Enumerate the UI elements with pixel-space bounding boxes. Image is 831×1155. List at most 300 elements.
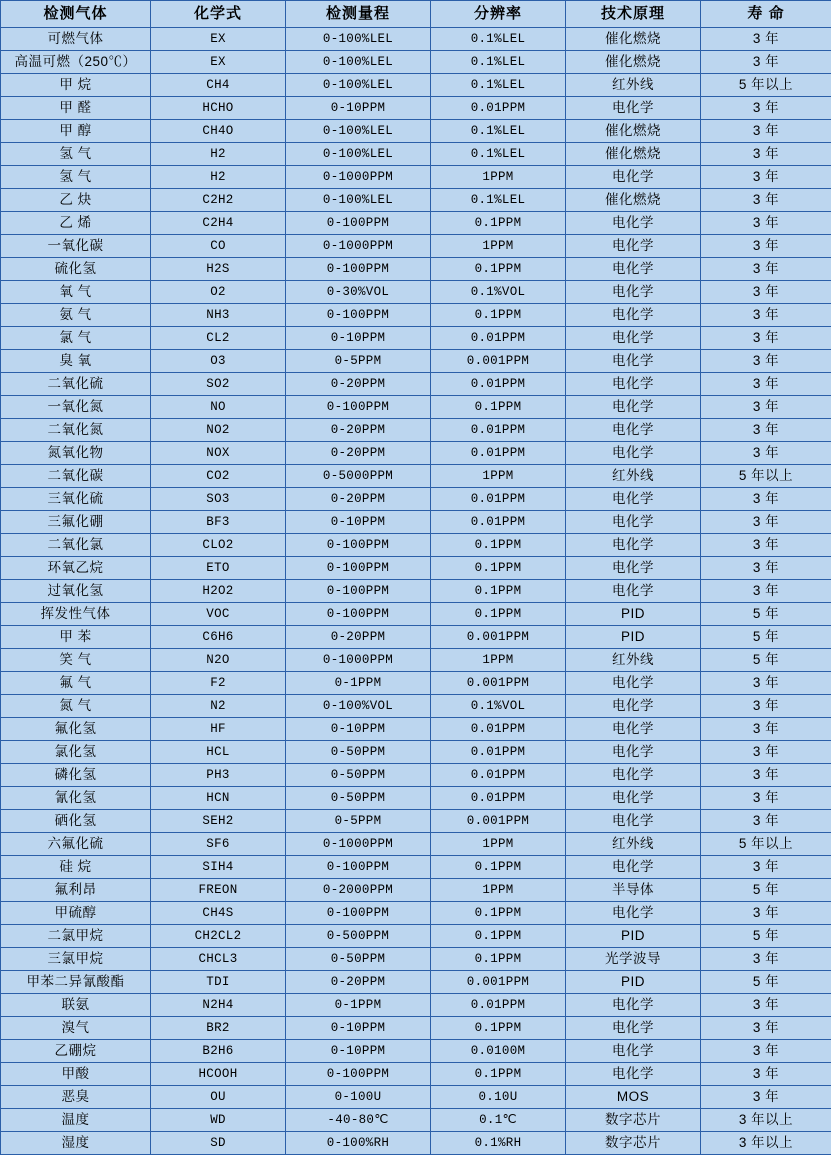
cell-gas-name: 过氧化氢 xyxy=(1,580,151,603)
cell-technical-principle: 电化学 xyxy=(566,373,701,396)
cell-lifetime: 5 年 xyxy=(701,925,831,948)
cell-detection-range: 0-100PPM xyxy=(286,534,431,557)
cell-detection-range: 0-10PPM xyxy=(286,1017,431,1040)
cell-lifetime: 3 年 xyxy=(701,281,831,304)
cell-lifetime: 3 年 xyxy=(701,442,831,465)
cell-lifetime: 3 年 xyxy=(701,672,831,695)
cell-gas-name: 挥发性气体 xyxy=(1,603,151,626)
cell-chemical-formula: HCN xyxy=(151,787,286,810)
cell-chemical-formula: HCOOH xyxy=(151,1063,286,1086)
cell-detection-range: 0-50PPM xyxy=(286,787,431,810)
cell-technical-principle: 电化学 xyxy=(566,764,701,787)
cell-technical-principle: PID xyxy=(566,603,701,626)
cell-gas-name: 温度 xyxy=(1,1109,151,1132)
table-row xyxy=(1,626,831,649)
cell-resolution: 0.01PPM xyxy=(431,718,566,741)
cell-technical-principle: MOS xyxy=(566,1086,701,1109)
cell-gas-name: 氮氧化物 xyxy=(1,442,151,465)
cell-resolution: 0.01PPM xyxy=(431,327,566,350)
table-row xyxy=(1,925,831,948)
cell-detection-range: 0-10PPM xyxy=(286,718,431,741)
table-row xyxy=(1,258,831,281)
cell-lifetime: 3 年 xyxy=(701,51,831,74)
table-row xyxy=(1,1063,831,1086)
cell-technical-principle: 半导体 xyxy=(566,879,701,902)
table-row xyxy=(1,557,831,580)
cell-detection-range: 0-20PPM xyxy=(286,626,431,649)
cell-detection-range: 0-50PPM xyxy=(286,764,431,787)
cell-lifetime: 3 年 xyxy=(701,902,831,925)
cell-chemical-formula: OU xyxy=(151,1086,286,1109)
cell-detection-range: 0-20PPM xyxy=(286,971,431,994)
cell-technical-principle: 催化燃烧 xyxy=(566,28,701,51)
cell-resolution: 0.1PPM xyxy=(431,212,566,235)
cell-technical-principle: 数字芯片 xyxy=(566,1109,701,1132)
cell-technical-principle: 电化学 xyxy=(566,718,701,741)
cell-gas-name: 溴气 xyxy=(1,1017,151,1040)
cell-technical-principle: 电化学 xyxy=(566,97,701,120)
cell-resolution: 0.1%LEL xyxy=(431,143,566,166)
cell-resolution: 0.01PPM xyxy=(431,442,566,465)
cell-gas-name: 三氧化硫 xyxy=(1,488,151,511)
cell-lifetime: 3 年 xyxy=(701,856,831,879)
cell-lifetime: 3 年以上 xyxy=(701,1109,831,1132)
column-header-formula: 化学式 xyxy=(151,1,286,28)
cell-technical-principle: 催化燃烧 xyxy=(566,189,701,212)
table-row xyxy=(1,327,831,350)
cell-technical-principle: PID xyxy=(566,626,701,649)
cell-chemical-formula: SD xyxy=(151,1132,286,1155)
cell-lifetime: 3 年 xyxy=(701,810,831,833)
cell-chemical-formula: EX xyxy=(151,28,286,51)
cell-resolution: 0.1%VOL xyxy=(431,281,566,304)
cell-lifetime: 5 年以上 xyxy=(701,833,831,856)
cell-technical-principle: 电化学 xyxy=(566,488,701,511)
cell-technical-principle: 红外线 xyxy=(566,465,701,488)
table-row xyxy=(1,1086,831,1109)
cell-technical-principle: PID xyxy=(566,971,701,994)
cell-detection-range: 0-100PPM xyxy=(286,557,431,580)
cell-lifetime: 3 年 xyxy=(701,166,831,189)
table-row xyxy=(1,902,831,925)
table-row xyxy=(1,810,831,833)
cell-technical-principle: 电化学 xyxy=(566,534,701,557)
cell-gas-name: 乙 炔 xyxy=(1,189,151,212)
cell-detection-range: 0-500PPM xyxy=(286,925,431,948)
cell-detection-range: 0-100U xyxy=(286,1086,431,1109)
table-row xyxy=(1,51,831,74)
table-row xyxy=(1,649,831,672)
cell-lifetime: 3 年 xyxy=(701,327,831,350)
cell-detection-range: 0-100PPM xyxy=(286,1063,431,1086)
cell-gas-name: 笑 气 xyxy=(1,649,151,672)
cell-lifetime: 5 年以上 xyxy=(701,74,831,97)
cell-chemical-formula: NOX xyxy=(151,442,286,465)
cell-resolution: 0.10U xyxy=(431,1086,566,1109)
cell-technical-principle: 电化学 xyxy=(566,557,701,580)
table-row xyxy=(1,833,831,856)
table-row xyxy=(1,74,831,97)
cell-resolution: 0.1%VOL xyxy=(431,695,566,718)
table-row xyxy=(1,879,831,902)
cell-detection-range: 0-5PPM xyxy=(286,350,431,373)
table-row xyxy=(1,350,831,373)
cell-detection-range: 0-20PPM xyxy=(286,488,431,511)
cell-resolution: 0.01PPM xyxy=(431,994,566,1017)
cell-technical-principle: 电化学 xyxy=(566,1017,701,1040)
cell-chemical-formula: C2H4 xyxy=(151,212,286,235)
cell-resolution: 0.01PPM xyxy=(431,419,566,442)
cell-chemical-formula: N2 xyxy=(151,695,286,718)
cell-resolution: 0.01PPM xyxy=(431,764,566,787)
table-row xyxy=(1,787,831,810)
cell-lifetime: 3 年 xyxy=(701,557,831,580)
cell-technical-principle: 电化学 xyxy=(566,902,701,925)
cell-resolution: 0.1PPM xyxy=(431,603,566,626)
cell-resolution: 0.1PPM xyxy=(431,580,566,603)
cell-detection-range: 0-100PPM xyxy=(286,258,431,281)
cell-technical-principle: 电化学 xyxy=(566,511,701,534)
cell-technical-principle: 电化学 xyxy=(566,350,701,373)
cell-detection-range: 0-1PPM xyxy=(286,672,431,695)
cell-lifetime: 3 年 xyxy=(701,189,831,212)
table-row xyxy=(1,511,831,534)
table-row xyxy=(1,534,831,557)
cell-gas-name: 三氟化硼 xyxy=(1,511,151,534)
table-row xyxy=(1,465,831,488)
cell-chemical-formula: PH3 xyxy=(151,764,286,787)
table-row xyxy=(1,488,831,511)
cell-chemical-formula: NO2 xyxy=(151,419,286,442)
cell-chemical-formula: FREON xyxy=(151,879,286,902)
cell-gas-name: 二氯甲烷 xyxy=(1,925,151,948)
cell-gas-name: 一氧化碳 xyxy=(1,235,151,258)
cell-chemical-formula: HF xyxy=(151,718,286,741)
cell-lifetime: 3 年 xyxy=(701,718,831,741)
cell-resolution: 0.1%LEL xyxy=(431,74,566,97)
cell-chemical-formula: CH4O xyxy=(151,120,286,143)
table-row xyxy=(1,212,831,235)
cell-lifetime: 3 年以上 xyxy=(701,1132,831,1155)
cell-gas-name: 二氧化氮 xyxy=(1,419,151,442)
cell-resolution: 1PPM xyxy=(431,649,566,672)
cell-technical-principle: 电化学 xyxy=(566,212,701,235)
cell-chemical-formula: CL2 xyxy=(151,327,286,350)
cell-chemical-formula: N2H4 xyxy=(151,994,286,1017)
table-row xyxy=(1,1132,831,1155)
cell-technical-principle: 电化学 xyxy=(566,304,701,327)
cell-lifetime: 3 年 xyxy=(701,143,831,166)
cell-gas-name: 氯化氢 xyxy=(1,741,151,764)
cell-chemical-formula: HCL xyxy=(151,741,286,764)
cell-chemical-formula: CHCL3 xyxy=(151,948,286,971)
table-row xyxy=(1,396,831,419)
cell-chemical-formula: SIH4 xyxy=(151,856,286,879)
cell-resolution: 0.01PPM xyxy=(431,787,566,810)
cell-resolution: 0.1PPM xyxy=(431,1017,566,1040)
cell-resolution: 0.001PPM xyxy=(431,626,566,649)
cell-technical-principle: 电化学 xyxy=(566,442,701,465)
cell-detection-range: 0-20PPM xyxy=(286,373,431,396)
cell-gas-name: 磷化氢 xyxy=(1,764,151,787)
cell-technical-principle: 红外线 xyxy=(566,74,701,97)
cell-technical-principle: 电化学 xyxy=(566,787,701,810)
table-row xyxy=(1,672,831,695)
cell-detection-range: 0-100PPM xyxy=(286,580,431,603)
cell-resolution: 0.1PPM xyxy=(431,925,566,948)
cell-technical-principle: 电化学 xyxy=(566,580,701,603)
cell-lifetime: 3 年 xyxy=(701,1063,831,1086)
cell-lifetime: 3 年 xyxy=(701,120,831,143)
table-row xyxy=(1,764,831,787)
cell-detection-range: 0-10PPM xyxy=(286,97,431,120)
table-row xyxy=(1,166,831,189)
cell-gas-name: 氮 气 xyxy=(1,695,151,718)
cell-resolution: 0.1%LEL xyxy=(431,28,566,51)
cell-resolution: 0.0100M xyxy=(431,1040,566,1063)
cell-gas-name: 湿度 xyxy=(1,1132,151,1155)
cell-technical-principle: 电化学 xyxy=(566,396,701,419)
cell-detection-range: 0-100%LEL xyxy=(286,189,431,212)
cell-detection-range: 0-20PPM xyxy=(286,442,431,465)
cell-technical-principle: 催化燃烧 xyxy=(566,51,701,74)
cell-resolution: 1PPM xyxy=(431,879,566,902)
cell-gas-name: 三氯甲烷 xyxy=(1,948,151,971)
cell-technical-principle: 红外线 xyxy=(566,649,701,672)
cell-chemical-formula: CO xyxy=(151,235,286,258)
cell-gas-name: 氟利昂 xyxy=(1,879,151,902)
table-row xyxy=(1,1040,831,1063)
column-header-gas: 检测气体 xyxy=(1,1,151,28)
cell-resolution: 0.1PPM xyxy=(431,902,566,925)
cell-resolution: 1PPM xyxy=(431,833,566,856)
cell-detection-range: 0-100PPM xyxy=(286,902,431,925)
cell-chemical-formula: C6H6 xyxy=(151,626,286,649)
cell-technical-principle: 电化学 xyxy=(566,672,701,695)
cell-technical-principle: 电化学 xyxy=(566,1040,701,1063)
cell-chemical-formula: CH4S xyxy=(151,902,286,925)
cell-chemical-formula: O3 xyxy=(151,350,286,373)
table-row xyxy=(1,580,831,603)
cell-detection-range: 0-1000PPM xyxy=(286,649,431,672)
table-header-row xyxy=(1,1,831,28)
cell-technical-principle: 催化燃烧 xyxy=(566,120,701,143)
cell-chemical-formula: N2O xyxy=(151,649,286,672)
table-row xyxy=(1,1017,831,1040)
cell-resolution: 0.1PPM xyxy=(431,856,566,879)
cell-gas-name: 硫化氢 xyxy=(1,258,151,281)
cell-detection-range: 0-5PPM xyxy=(286,810,431,833)
cell-gas-name: 氢 气 xyxy=(1,166,151,189)
table-row xyxy=(1,373,831,396)
cell-resolution: 0.1PPM xyxy=(431,258,566,281)
cell-gas-name: 氧 气 xyxy=(1,281,151,304)
cell-technical-principle: 光学波导 xyxy=(566,948,701,971)
cell-chemical-formula: HCHO xyxy=(151,97,286,120)
cell-technical-principle: 电化学 xyxy=(566,1063,701,1086)
cell-lifetime: 3 年 xyxy=(701,419,831,442)
cell-gas-name: 六氟化硫 xyxy=(1,833,151,856)
table-row xyxy=(1,28,831,51)
cell-gas-name: 甲酸 xyxy=(1,1063,151,1086)
table-row xyxy=(1,189,831,212)
cell-lifetime: 5 年 xyxy=(701,603,831,626)
cell-lifetime: 3 年 xyxy=(701,580,831,603)
cell-resolution: 0.1PPM xyxy=(431,557,566,580)
table-row xyxy=(1,304,831,327)
cell-lifetime: 3 年 xyxy=(701,488,831,511)
cell-resolution: 0.1PPM xyxy=(431,1063,566,1086)
cell-lifetime: 5 年以上 xyxy=(701,465,831,488)
cell-chemical-formula: ETO xyxy=(151,557,286,580)
cell-chemical-formula: C2H2 xyxy=(151,189,286,212)
cell-gas-name: 甲 醛 xyxy=(1,97,151,120)
cell-technical-principle: 电化学 xyxy=(566,856,701,879)
cell-gas-name: 乙 烯 xyxy=(1,212,151,235)
cell-detection-range: 0-10PPM xyxy=(286,1040,431,1063)
cell-resolution: 1PPM xyxy=(431,166,566,189)
cell-chemical-formula: CH4 xyxy=(151,74,286,97)
cell-detection-range: 0-100PPM xyxy=(286,304,431,327)
cell-resolution: 1PPM xyxy=(431,235,566,258)
cell-detection-range: 0-100%LEL xyxy=(286,51,431,74)
cell-chemical-formula: CO2 xyxy=(151,465,286,488)
cell-gas-name: 氟化氢 xyxy=(1,718,151,741)
cell-chemical-formula: BR2 xyxy=(151,1017,286,1040)
cell-resolution: 0.1PPM xyxy=(431,948,566,971)
cell-detection-range: 0-100PPM xyxy=(286,856,431,879)
cell-detection-range: 0-1000PPM xyxy=(286,166,431,189)
table-row xyxy=(1,718,831,741)
cell-detection-range: 0-100%LEL xyxy=(286,74,431,97)
cell-gas-name: 环氧乙烷 xyxy=(1,557,151,580)
cell-chemical-formula: SO3 xyxy=(151,488,286,511)
cell-technical-principle: 电化学 xyxy=(566,327,701,350)
cell-resolution: 0.01PPM xyxy=(431,488,566,511)
table-row xyxy=(1,741,831,764)
cell-gas-name: 高温可燃（250℃） xyxy=(1,51,151,74)
table-row xyxy=(1,948,831,971)
cell-resolution: 0.1%LEL xyxy=(431,51,566,74)
cell-gas-name: 硒化氢 xyxy=(1,810,151,833)
cell-technical-principle: 电化学 xyxy=(566,994,701,1017)
cell-detection-range: 0-50PPM xyxy=(286,741,431,764)
column-header-principle: 技术原理 xyxy=(566,1,701,28)
cell-gas-name: 一氧化氮 xyxy=(1,396,151,419)
cell-chemical-formula: CH2CL2 xyxy=(151,925,286,948)
cell-resolution: 0.01PPM xyxy=(431,511,566,534)
cell-lifetime: 3 年 xyxy=(701,1017,831,1040)
cell-resolution: 1PPM xyxy=(431,465,566,488)
cell-detection-range: 0-30%VOL xyxy=(286,281,431,304)
table-row xyxy=(1,1109,831,1132)
cell-chemical-formula: O2 xyxy=(151,281,286,304)
cell-lifetime: 3 年 xyxy=(701,787,831,810)
cell-lifetime: 3 年 xyxy=(701,948,831,971)
table-row xyxy=(1,695,831,718)
cell-lifetime: 3 年 xyxy=(701,741,831,764)
cell-technical-principle: 数字芯片 xyxy=(566,1132,701,1155)
cell-gas-name: 甲苯二异氰酸酯 xyxy=(1,971,151,994)
cell-chemical-formula: NO xyxy=(151,396,286,419)
cell-chemical-formula: B2H6 xyxy=(151,1040,286,1063)
table-row xyxy=(1,281,831,304)
cell-chemical-formula: H2S xyxy=(151,258,286,281)
cell-gas-name: 二氧化硫 xyxy=(1,373,151,396)
cell-chemical-formula: TDI xyxy=(151,971,286,994)
cell-detection-range: 0-5000PPM xyxy=(286,465,431,488)
cell-lifetime: 3 年 xyxy=(701,534,831,557)
table-row xyxy=(1,419,831,442)
cell-detection-range: 0-1PPM xyxy=(286,994,431,1017)
cell-gas-name: 氰化氢 xyxy=(1,787,151,810)
cell-chemical-formula: CLO2 xyxy=(151,534,286,557)
cell-chemical-formula: WD xyxy=(151,1109,286,1132)
cell-technical-principle: 电化学 xyxy=(566,741,701,764)
cell-resolution: 0.01PPM xyxy=(431,373,566,396)
cell-lifetime: 3 年 xyxy=(701,28,831,51)
table-row xyxy=(1,603,831,626)
cell-detection-range: 0-1000PPM xyxy=(286,833,431,856)
cell-gas-name: 硅 烷 xyxy=(1,856,151,879)
cell-technical-principle: 电化学 xyxy=(566,166,701,189)
cell-lifetime: 3 年 xyxy=(701,97,831,120)
cell-gas-name: 甲 烷 xyxy=(1,74,151,97)
cell-chemical-formula: H2 xyxy=(151,143,286,166)
cell-gas-name: 乙硼烷 xyxy=(1,1040,151,1063)
cell-detection-range: 0-100PPM xyxy=(286,212,431,235)
cell-detection-range: 0-100%LEL xyxy=(286,143,431,166)
cell-gas-name: 恶臭 xyxy=(1,1086,151,1109)
cell-lifetime: 3 年 xyxy=(701,994,831,1017)
cell-lifetime: 3 年 xyxy=(701,511,831,534)
cell-lifetime: 3 年 xyxy=(701,396,831,419)
cell-lifetime: 3 年 xyxy=(701,304,831,327)
cell-gas-name: 二氧化碳 xyxy=(1,465,151,488)
column-header-range: 检测量程 xyxy=(286,1,431,28)
cell-technical-principle: 电化学 xyxy=(566,258,701,281)
cell-technical-principle: PID xyxy=(566,925,701,948)
cell-detection-range: 0-100%LEL xyxy=(286,120,431,143)
cell-gas-name: 甲 苯 xyxy=(1,626,151,649)
cell-resolution: 0.1%LEL xyxy=(431,189,566,212)
table-row xyxy=(1,235,831,258)
cell-technical-principle: 红外线 xyxy=(566,833,701,856)
cell-lifetime: 5 年 xyxy=(701,879,831,902)
cell-resolution: 0.01PPM xyxy=(431,741,566,764)
cell-technical-principle: 电化学 xyxy=(566,419,701,442)
cell-resolution: 0.1PPM xyxy=(431,396,566,419)
cell-gas-name: 氟 气 xyxy=(1,672,151,695)
cell-technical-principle: 电化学 xyxy=(566,235,701,258)
cell-gas-name: 联氨 xyxy=(1,994,151,1017)
cell-detection-range: 0-100%LEL xyxy=(286,28,431,51)
cell-lifetime: 5 年 xyxy=(701,971,831,994)
cell-gas-name: 甲硫醇 xyxy=(1,902,151,925)
cell-chemical-formula: EX xyxy=(151,51,286,74)
table-row xyxy=(1,971,831,994)
cell-gas-name: 臭 氧 xyxy=(1,350,151,373)
table-body xyxy=(1,28,831,1155)
cell-detection-range: 0-100PPM xyxy=(286,396,431,419)
cell-detection-range: 0-100%RH xyxy=(286,1132,431,1155)
cell-technical-principle: 电化学 xyxy=(566,810,701,833)
cell-resolution: 0.1PPM xyxy=(431,304,566,327)
cell-resolution: 0.001PPM xyxy=(431,971,566,994)
cell-detection-range: 0-1000PPM xyxy=(286,235,431,258)
cell-chemical-formula: F2 xyxy=(151,672,286,695)
cell-resolution: 0.001PPM xyxy=(431,810,566,833)
